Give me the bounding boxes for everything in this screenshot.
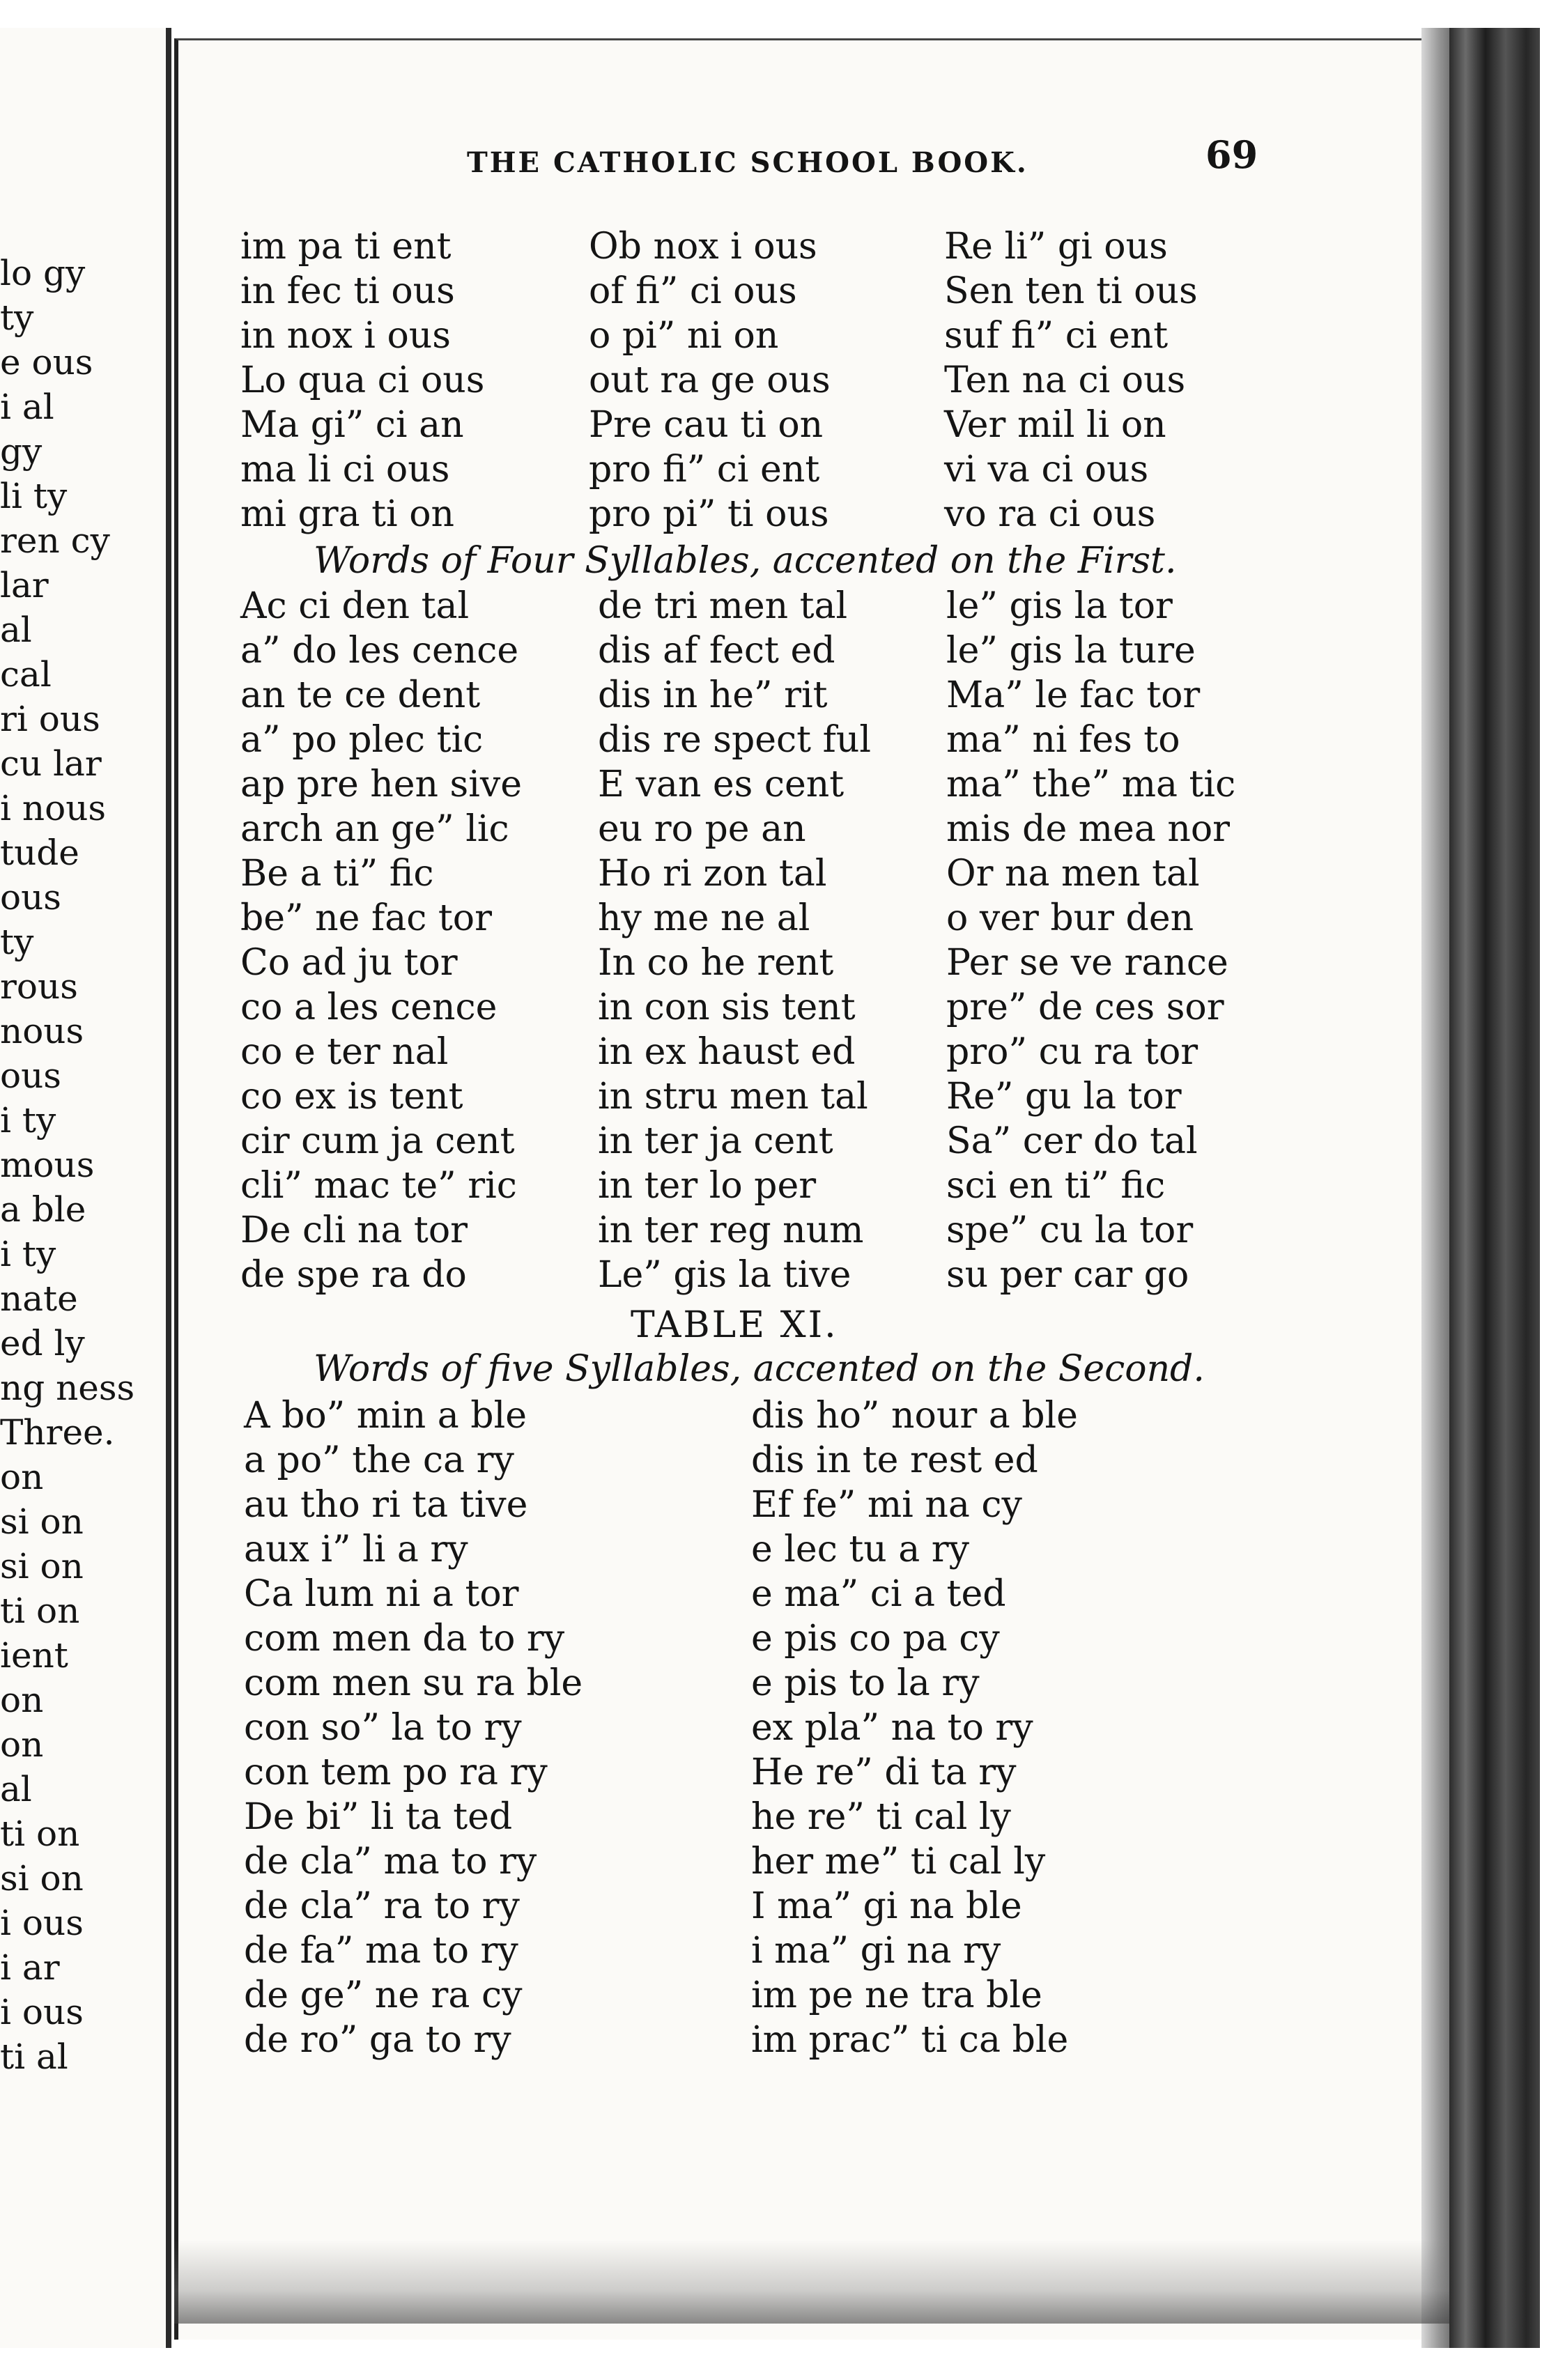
word-entry: ap pre hen sive [240, 764, 523, 805]
word-entry: de spe ra do [240, 1254, 467, 1296]
word-entry: vo ra ci ous [944, 493, 1156, 535]
facing-page-word: a ble [0, 1189, 86, 1230]
word-entry: co ex is tent [240, 1076, 463, 1118]
word-entry: vi va ci ous [944, 449, 1149, 490]
word-entry: her me” ti cal ly [751, 1841, 1046, 1883]
facing-page-word: i ar [0, 1947, 60, 1988]
word-entry: cir cum ja cent [240, 1120, 515, 1162]
word-entry: dis in te rest ed [751, 1439, 1038, 1481]
facing-page-word: ty [0, 298, 34, 338]
section2-heading: Words of Four Syllables, accented on the First. [314, 540, 1177, 582]
section3-heading: Words of five Syllables, accented on the Second. [314, 1348, 1205, 1390]
word-entry: Ho ri zon tal [598, 853, 827, 895]
word-entry: Ma gi” ci an [240, 404, 464, 446]
word-entry: in ter reg num [598, 1210, 864, 1251]
facing-page-word: ng ness [0, 1368, 135, 1408]
facing-page-word: cu lar [0, 743, 102, 784]
word-entry: a” do les cence [240, 630, 519, 672]
page-shadow [174, 2240, 1449, 2324]
word-entry: Lo qua ci ous [240, 360, 485, 401]
facing-page-word: ous [0, 877, 61, 918]
word-entry: de tri men tal [598, 585, 848, 627]
word-entry: e ma” ci a ted [751, 1573, 1006, 1615]
facing-page-word: ous [0, 1056, 61, 1096]
word-entry: Ma” le fac tor [946, 674, 1201, 716]
section2-column-3 [946, 584, 1235, 1297]
word-entry: i ma” gi na ry [751, 1930, 1001, 1972]
word-entry: aux i” li a ry [244, 1529, 468, 1570]
word-entry: Be a ti” fic [240, 853, 434, 895]
word-entry: Ten na ci ous [944, 360, 1186, 401]
word-entry: Or na men tal [946, 853, 1200, 895]
facing-page-word: al [0, 1769, 32, 1809]
word-entry: im prac” ti ca ble [751, 2019, 1069, 2061]
word-entry: be” ne fac tor [240, 897, 492, 939]
word-entry: De bi” li ta ted [244, 1796, 513, 1838]
word-entry: e lec tu a ry [751, 1529, 970, 1570]
word-entry: arch an ge” lic [240, 808, 509, 850]
word-entry: de fa” ma to ry [244, 1930, 518, 1972]
facing-page-word: si on [0, 1546, 84, 1586]
word-entry: co e ter nal [240, 1031, 449, 1073]
table-title: TABLE XI. [631, 1304, 838, 1346]
facing-page-word: on [0, 1724, 44, 1765]
word-entry: Sen ten ti ous [944, 270, 1198, 312]
word-entry: a” po plec tic [240, 719, 484, 761]
facing-page-word: Three. [0, 1412, 115, 1453]
word-entry: Ver mil li on [944, 404, 1166, 446]
word-entry: out ra ge ous [589, 360, 831, 401]
word-entry: eu ro pe an [598, 808, 806, 850]
word-entry: an te ce dent [240, 674, 481, 716]
word-entry: A bo” min a ble [244, 1395, 527, 1437]
section2-column-1 [240, 584, 522, 1297]
running-title: THE CATHOLIC SCHOOL BOOK. [467, 146, 1028, 179]
facing-page-word: e ous [0, 342, 93, 382]
word-entry: in ex haust ed [598, 1031, 856, 1073]
word-entry: de ro” ga to ry [244, 2019, 511, 2061]
facing-page-word: ri ous [0, 699, 100, 739]
section3-column-2 [751, 1393, 1078, 2062]
word-entry: con so” la to ry [244, 1707, 522, 1749]
word-entry: co a les cence [240, 987, 498, 1028]
word-entry: in nox i ous [240, 315, 451, 357]
word-entry: de cla” ma to ry [244, 1841, 537, 1883]
facing-page-word: i ous [0, 1903, 84, 1943]
word-entry: dis in he” rit [598, 674, 828, 716]
facing-page-fragments [0, 251, 134, 2079]
page-number: 69 [1205, 132, 1258, 177]
section1-column-1 [240, 224, 484, 536]
facing-page [0, 28, 171, 2348]
word-entry: de cla” ra to ry [244, 1885, 520, 1927]
word-entry: Re” gu la tor [946, 1076, 1182, 1118]
facing-page-word: ient [0, 1635, 68, 1676]
word-entry: con tem po ra ry [244, 1752, 548, 1793]
facing-page-word: mous [0, 1145, 95, 1185]
facing-page-word: tude [0, 833, 79, 873]
word-entry: de ge” ne ra cy [244, 1975, 523, 2016]
word-entry: in ter lo per [598, 1165, 817, 1207]
word-entry: he re” ti cal ly [751, 1796, 1011, 1838]
word-entry: o pi” ni on [589, 315, 779, 357]
word-entry: Sa” cer do tal [946, 1120, 1198, 1162]
book-spine [1449, 28, 1540, 2348]
word-entry: pro fi” ci ent [589, 449, 820, 490]
facing-page-word: nate [0, 1278, 78, 1319]
word-entry: Le” gis la tive [598, 1254, 851, 1296]
word-entry: pro pi” ti ous [589, 493, 829, 535]
facing-page-word: on [0, 1680, 44, 1720]
section3-column-1 [244, 1393, 583, 2062]
word-entry: in fec ti ous [240, 270, 455, 312]
facing-page-word: lar [0, 565, 49, 605]
word-entry: e pis to la ry [751, 1662, 980, 1704]
facing-page-word: cal [0, 654, 52, 695]
word-entry: De cli na tor [240, 1210, 468, 1251]
word-entry: Ca lum ni a tor [244, 1573, 519, 1615]
word-entry: Pre cau ti on [589, 404, 824, 446]
facing-page-word: rous [0, 966, 78, 1007]
word-entry: in con sis tent [598, 987, 856, 1028]
facing-page-word: i al [0, 387, 54, 427]
facing-page-word: li ty [0, 476, 68, 516]
facing-page-word: on [0, 1457, 44, 1497]
page-edges [1421, 28, 1449, 2348]
word-entry: com men su ra ble [244, 1662, 583, 1704]
word-entry: dis af fect ed [598, 630, 835, 672]
facing-page-word: nous [0, 1011, 84, 1051]
facing-page-word: i ty [0, 1234, 56, 1274]
word-entry: ma li ci ous [240, 449, 450, 490]
facing-page-word: al [0, 610, 32, 650]
word-entry: ma” the” ma tic [946, 764, 1236, 805]
word-entry: hy me ne al [598, 897, 810, 939]
section1-column-3 [944, 224, 1198, 536]
word-entry: of fi” ci ous [589, 270, 797, 312]
word-entry: I ma” gi na ble [751, 1885, 1022, 1927]
facing-page-word: ti on [0, 1591, 80, 1631]
facing-page-word: i ous [0, 1992, 84, 2032]
word-entry: sci en ti” fic [946, 1165, 1166, 1207]
word-entry: In co he rent [598, 942, 834, 984]
facing-page-word: si on [0, 1501, 84, 1542]
word-entry: E van es cent [598, 764, 845, 805]
word-entry: com men da to ry [244, 1618, 565, 1660]
facing-page-word: ren cy [0, 520, 110, 561]
word-entry: cli” mac te” ric [240, 1165, 517, 1207]
word-entry: pro” cu ra tor [946, 1031, 1198, 1073]
word-entry: Ob nox i ous [589, 226, 817, 268]
word-entry: o ver bur den [946, 897, 1194, 939]
word-entry: Ac ci den tal [240, 585, 470, 627]
word-entry: au tho ri ta tive [244, 1484, 528, 1526]
facing-page-word: ed ly [0, 1323, 85, 1363]
word-entry: Ef fe” mi na cy [751, 1484, 1022, 1526]
word-entry: e pis co pa cy [751, 1618, 1000, 1660]
word-entry: dis ho” nour a ble [751, 1395, 1078, 1437]
word-entry: ex pla” na to ry [751, 1707, 1033, 1749]
facing-page-word: lo gy [0, 253, 86, 293]
section1-column-2 [589, 224, 831, 536]
word-entry: pre” de ces sor [946, 987, 1224, 1028]
facing-page-word: i ty [0, 1100, 56, 1141]
section2-column-2 [598, 584, 871, 1297]
word-entry: ma” ni fes to [946, 719, 1180, 761]
word-entry: in stru men tal [598, 1076, 868, 1118]
facing-page-word: ti al [0, 2037, 68, 2077]
word-entry: dis re spect ful [598, 719, 871, 761]
word-entry: le” gis la tor [946, 585, 1173, 627]
word-entry: su per car go [946, 1254, 1189, 1296]
facing-page-word: gy [0, 431, 43, 472]
facing-page-word: si on [0, 1858, 84, 1899]
word-entry: suf fi” ci ent [944, 315, 1169, 357]
word-entry: Re li” gi ous [944, 226, 1168, 268]
word-entry: mis de mea nor [946, 808, 1231, 850]
facing-page-word: ty [0, 922, 34, 962]
word-entry: Co ad ju tor [240, 942, 458, 984]
word-entry: in ter ja cent [598, 1120, 833, 1162]
word-entry: He re” di ta ry [751, 1752, 1017, 1793]
word-entry: im pe ne tra ble [751, 1975, 1042, 2016]
word-entry: spe” cu la tor [946, 1210, 1194, 1251]
facing-page-word: i nous [0, 788, 107, 828]
word-entry: a po” the ca ry [244, 1439, 514, 1481]
word-entry: im pa ti ent [240, 226, 452, 268]
facing-page-word: ti on [0, 1814, 80, 1854]
word-entry: Per se ve rance [946, 942, 1228, 984]
word-entry: le” gis la ture [946, 630, 1196, 672]
word-entry: mi gra ti on [240, 493, 454, 535]
